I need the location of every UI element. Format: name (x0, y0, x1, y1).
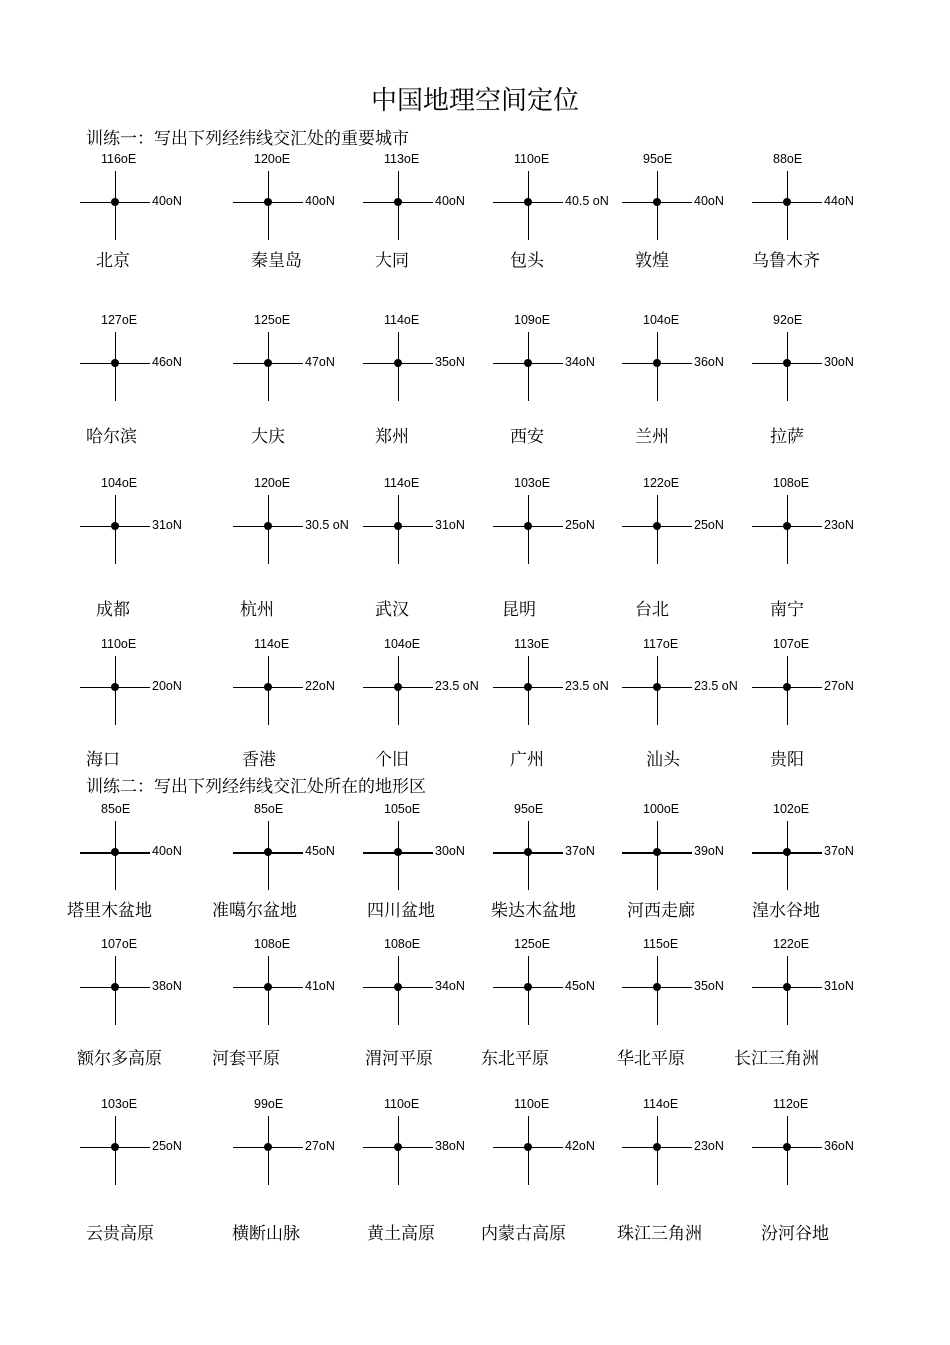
city-name: 兰州 (635, 427, 669, 447)
intersection-point (394, 198, 402, 206)
longitude-label: 95oE (514, 802, 544, 816)
intersection-point (653, 522, 661, 530)
latitude-label: 31oN (435, 518, 465, 532)
intersection-point (264, 983, 272, 991)
latitude-label: 25oN (152, 1139, 182, 1153)
landform-name: 长江三角洲 (734, 1049, 819, 1069)
latitude-label: 20oN (152, 679, 182, 693)
latitude-label: 40oN (694, 194, 724, 208)
grid-cell (622, 1097, 752, 1237)
intersection-point (264, 359, 272, 367)
longitude-label: 120oE (254, 152, 291, 166)
landform-name: 云贵高原 (86, 1224, 154, 1244)
latitude-label: 41oN (305, 979, 335, 993)
intersection-point (783, 359, 791, 367)
intersection-point (524, 522, 532, 530)
latitude-label: 45oN (565, 979, 595, 993)
landform-name: 河西走廊 (627, 901, 695, 921)
longitude-label: 113oE (384, 152, 420, 166)
intersection-point (653, 198, 661, 206)
intersection-point (394, 359, 402, 367)
latitude-label: 38oN (152, 979, 182, 993)
longitude-label: 92oE (773, 313, 803, 327)
grid-cell (752, 152, 882, 292)
latitude-label: 34oN (565, 355, 595, 369)
longitude-label: 114oE (254, 637, 290, 651)
latitude-label: 25oN (694, 518, 724, 532)
longitude-label: 107oE (773, 637, 810, 651)
longitude-label: 109oE (514, 313, 551, 327)
latitude-label: 47oN (305, 355, 335, 369)
longitude-label: 103oE (514, 476, 551, 490)
intersection-point (783, 848, 791, 856)
intersection-point (653, 683, 661, 691)
landform-name: 准噶尔盆地 (212, 901, 297, 921)
city-name: 杭州 (240, 600, 274, 620)
latitude-label: 36oN (824, 1139, 854, 1153)
latitude-label: 36oN (694, 355, 724, 369)
intersection-point (524, 1143, 532, 1151)
longitude-label: 110oE (514, 152, 550, 166)
intersection-point (264, 848, 272, 856)
longitude-label: 115oE (643, 937, 679, 951)
intersection-point (524, 983, 532, 991)
longitude-label: 102oE (773, 802, 810, 816)
intersection-point (111, 848, 119, 856)
latitude-label: 45oN (305, 844, 335, 858)
section-heading-1: 训练一：写出下列经纬线交汇处的重要城市 (86, 129, 409, 149)
grid-cell (622, 152, 752, 292)
city-name: 南宁 (770, 600, 804, 620)
latitude-label: 35oN (435, 355, 465, 369)
longitude-label: 114oE (643, 1097, 679, 1111)
latitude-label: 22oN (305, 679, 335, 693)
longitude-label: 103oE (101, 1097, 138, 1111)
latitude-label: 40oN (435, 194, 465, 208)
longitude-label: 120oE (254, 476, 291, 490)
longitude-label: 116oE (101, 152, 137, 166)
landform-name: 柴达木盆地 (491, 901, 576, 921)
section-heading-2: 训练二：写出下列经纬线交汇处所在的地形区 (86, 777, 426, 797)
intersection-point (524, 198, 532, 206)
landform-name: 渭河平原 (365, 1049, 433, 1069)
latitude-label: 40oN (152, 194, 182, 208)
longitude-label: 104oE (101, 476, 138, 490)
city-name: 大同 (375, 251, 409, 271)
intersection-point (264, 683, 272, 691)
intersection-point (394, 983, 402, 991)
longitude-label: 122oE (643, 476, 680, 490)
latitude-label: 39oN (694, 844, 724, 858)
intersection-point (111, 198, 119, 206)
longitude-label: 108oE (384, 937, 421, 951)
city-name: 敦煌 (635, 251, 669, 271)
city-name: 贵阳 (770, 750, 804, 770)
intersection-point (653, 983, 661, 991)
longitude-label: 113oE (514, 637, 550, 651)
longitude-label: 108oE (773, 476, 810, 490)
longitude-label: 110oE (514, 1097, 550, 1111)
page-title: 中国地理空间定位 (370, 86, 579, 116)
longitude-label: 104oE (643, 313, 680, 327)
latitude-label: 25oN (565, 518, 595, 532)
latitude-label: 31oN (152, 518, 182, 532)
city-name: 西安 (510, 427, 544, 447)
city-name: 香港 (242, 750, 276, 770)
city-name: 秦皇岛 (251, 251, 302, 271)
longitude-label: 122oE (773, 937, 810, 951)
intersection-point (653, 359, 661, 367)
latitude-label: 23.5 oN (565, 679, 609, 693)
longitude-label: 107oE (101, 937, 138, 951)
city-name: 个旧 (375, 750, 409, 770)
grid-cell (233, 152, 363, 292)
longitude-label: 110oE (384, 1097, 420, 1111)
grid-cell (622, 802, 752, 942)
city-name: 海口 (86, 750, 120, 770)
latitude-label: 44oN (824, 194, 854, 208)
grid-cell (80, 1097, 210, 1237)
longitude-label: 88oE (773, 152, 803, 166)
longitude-label: 127oE (101, 313, 138, 327)
landform-name: 塔里木盆地 (67, 901, 152, 921)
intersection-point (394, 683, 402, 691)
latitude-label: 46oN (152, 355, 182, 369)
latitude-label: 38oN (435, 1139, 465, 1153)
latitude-label: 30oN (435, 844, 465, 858)
longitude-label: 114oE (384, 313, 420, 327)
latitude-label: 37oN (824, 844, 854, 858)
grid-cell (493, 152, 623, 292)
intersection-point (394, 1143, 402, 1151)
longitude-label: 117oE (643, 637, 679, 651)
intersection-point (524, 848, 532, 856)
grid-cell (80, 152, 210, 292)
longitude-label: 112oE (773, 1097, 809, 1111)
city-name: 郑州 (375, 427, 409, 447)
intersection-point (394, 522, 402, 530)
longitude-label: 100oE (643, 802, 680, 816)
city-name: 包头 (510, 251, 544, 271)
city-name: 北京 (96, 251, 130, 271)
longitude-label: 95oE (643, 152, 673, 166)
latitude-label: 30.5 oN (305, 518, 349, 532)
latitude-label: 31oN (824, 979, 854, 993)
latitude-label: 23oN (694, 1139, 724, 1153)
landform-name: 内蒙古高原 (481, 1224, 566, 1244)
grid-cell (233, 802, 363, 942)
longitude-label: 104oE (384, 637, 421, 651)
intersection-point (783, 1143, 791, 1151)
intersection-point (264, 198, 272, 206)
city-name: 昆明 (502, 600, 536, 620)
latitude-label: 40oN (152, 844, 182, 858)
longitude-label: 125oE (254, 313, 291, 327)
grid-cell (622, 637, 752, 777)
landform-name: 额尔多高原 (77, 1049, 162, 1069)
city-name: 武汉 (375, 600, 409, 620)
longitude-label: 108oE (254, 937, 291, 951)
longitude-label: 105oE (384, 802, 421, 816)
grid-cell (363, 152, 493, 292)
latitude-label: 40.5 oN (565, 194, 609, 208)
latitude-label: 23.5 oN (435, 679, 479, 693)
longitude-label: 85oE (254, 802, 284, 816)
intersection-point (111, 1143, 119, 1151)
landform-name: 横断山脉 (232, 1224, 300, 1244)
landform-name: 珠江三角洲 (617, 1224, 702, 1244)
intersection-point (783, 198, 791, 206)
longitude-label: 125oE (514, 937, 551, 951)
city-name: 广州 (510, 750, 544, 770)
intersection-point (111, 683, 119, 691)
latitude-label: 37oN (565, 844, 595, 858)
grid-cell (752, 802, 882, 942)
longitude-label: 99oE (254, 1097, 284, 1111)
city-name: 哈尔滨 (86, 427, 137, 447)
grid-cell (752, 1097, 882, 1237)
latitude-label: 42oN (565, 1139, 595, 1153)
intersection-point (783, 683, 791, 691)
city-name: 成都 (96, 600, 130, 620)
intersection-point (524, 683, 532, 691)
intersection-point (524, 359, 532, 367)
intersection-point (783, 983, 791, 991)
intersection-point (264, 1143, 272, 1151)
landform-name: 东北平原 (481, 1049, 549, 1069)
intersection-point (111, 359, 119, 367)
landform-name: 华北平原 (617, 1049, 685, 1069)
city-name: 乌鲁木齐 (752, 251, 820, 271)
latitude-label: 23.5 oN (694, 679, 738, 693)
city-name: 大庆 (251, 427, 285, 447)
city-name: 拉萨 (770, 427, 804, 447)
intersection-point (111, 983, 119, 991)
latitude-label: 23oN (824, 518, 854, 532)
grid-cell (80, 802, 210, 942)
landform-name: 湟水谷地 (752, 901, 820, 921)
latitude-label: 30oN (824, 355, 854, 369)
latitude-label: 34oN (435, 979, 465, 993)
intersection-point (111, 522, 119, 530)
intersection-point (264, 522, 272, 530)
latitude-label: 40oN (305, 194, 335, 208)
longitude-label: 85oE (101, 802, 131, 816)
landform-name: 汾河谷地 (761, 1224, 829, 1244)
city-name: 汕头 (646, 750, 680, 770)
grid-cell (363, 1097, 493, 1237)
grid-cell (363, 802, 493, 942)
landform-name: 黄土高原 (367, 1224, 435, 1244)
latitude-label: 27oN (305, 1139, 335, 1153)
intersection-point (394, 848, 402, 856)
grid-cell (493, 1097, 623, 1237)
latitude-label: 35oN (694, 979, 724, 993)
landform-name: 河套平原 (212, 1049, 280, 1069)
grid-cell (493, 802, 623, 942)
longitude-label: 114oE (384, 476, 420, 490)
city-name: 台北 (635, 600, 669, 620)
latitude-label: 27oN (824, 679, 854, 693)
intersection-point (783, 522, 791, 530)
grid-cell (233, 1097, 363, 1237)
longitude-label: 110oE (101, 637, 137, 651)
landform-name: 四川盆地 (367, 901, 435, 921)
intersection-point (653, 1143, 661, 1151)
intersection-point (653, 848, 661, 856)
